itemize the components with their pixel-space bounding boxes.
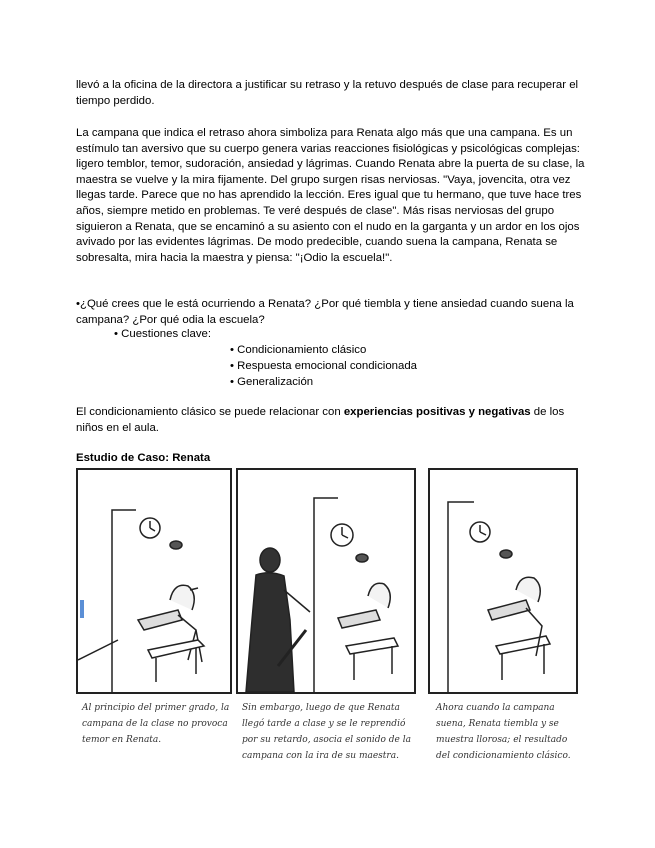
paragraph-story: La campana que indica el retraso ahora simboliza para Renata algo más que una campana. Es un estímulo tan aversivo que su cuerpo genera varias reacciones fisiológicas y psicológicas complejas: ligero temblor, temor, sudoración, ansiedad y lágrimas. Cuando Renata abre la puerta de su clase, la maestra se vuelve y la mira fijamente. Del grupo surgen risas nerviosas. "Vaya, jovencita, otra vez llegas tarde. Parece que no has aprendido la lección. Eres igual que tu hermano, que tuve hace tres años, siempre metido en problemas. Te veré después de clase". Más risas nerviosas del grupo siguieron a Renata, que se encaminó a su asiento con el nudo en la garganta y un ardor en los ojos avivado por las evidentes lágrimas. De modo predecible, cuando suena la campana, Renata se sobresalta, mira hacia la maestra y piensa: "¡Odio la escuela!".: [76, 127, 585, 264]
conclusion-text-start: El condicionamiento clásico se puede relacionar con: [76, 406, 344, 418]
bullet-classical-conditioning: • Condicionamiento clásico: [230, 344, 367, 356]
case-study-figure: [76, 468, 578, 768]
caption-panel-3: Ahora cuando la campana suena, Renata tiembla y se muestra llorosa; el resultado del condicionamiento clásico.: [436, 703, 571, 761]
panel-2-drawing: [238, 470, 414, 692]
illustration-panel-2: [236, 468, 416, 694]
caption-panel-1: Al principio del primer grado, la campana de la clase no provoca temor en Renata.: [82, 703, 230, 745]
paragraph-questions: •¿Qué crees que le está ocurriendo a Renata? ¿Por qué tiembla y tiene ansiedad cuando suena la campana? ¿Por qué odia la escuela?: [76, 298, 574, 326]
case-study-heading: Estudio de Caso: Renata: [76, 452, 211, 464]
conclusion-text-end: de los niños en el aula.: [76, 406, 565, 434]
bullet-conditioned-response: • Respuesta emocional condicionada: [230, 360, 417, 372]
caption-panel-2: Sin embargo, luego de que Renata llegó tarde a clase y se le reprendió por su retardo, asocia el sonido de la campana con la ira de su maestra.: [242, 703, 411, 761]
bullet-key-questions: • Cuestiones clave:: [114, 328, 212, 340]
conclusion-bold: experiencias positivas y negativas: [343, 406, 531, 418]
panel-3-drawing: [430, 470, 576, 692]
panel-1-drawing: [78, 470, 230, 692]
paragraph-intro: llevó a la oficina de la directora a justificar su retraso y la retuvo después de clase para recuperar el tiempo perdido.: [76, 79, 579, 107]
paragraph-conclusion: [76, 405, 586, 436]
illustration-panel-1: [76, 468, 232, 694]
illustration-panel-3: [428, 468, 578, 694]
bullet-generalization: • Generalización: [230, 376, 314, 388]
accent-bar: [80, 600, 84, 618]
